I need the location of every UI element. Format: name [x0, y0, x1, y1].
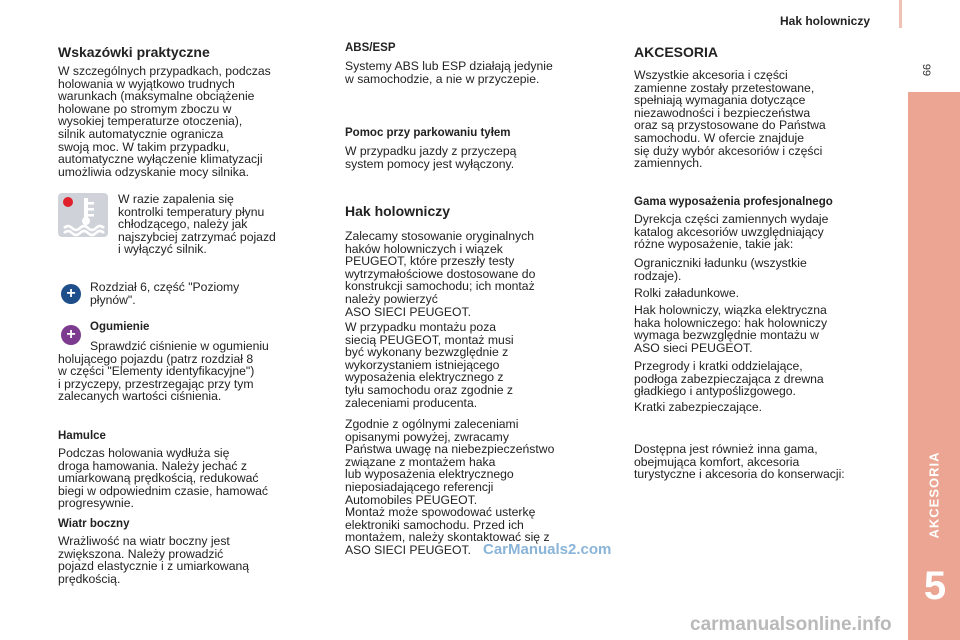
- paragraph-pro-4: Hak holowniczy, wiązka elektryczna haka holowniczego: hak holowniczy wymaga bezwzględnie montażu w ASO sieci PEUGEOT.: [634, 303, 828, 355]
- paragraph-abs: Systemy ABS lub ESP działają jedynie w samochodzie, a nie w przyczepie.: [345, 59, 553, 86]
- paragraph-pro-6: Kratki zabezpieczające.: [634, 400, 763, 414]
- paragraph-towbar-1: Zalecamy stosowanie oryginalnych haków holowniczych i wiązek PEUGEOT, które przeszły testy wytrzymałościowe dostosowane do konstrukcji samochodu; ich montaż należy powierzyć ASO SIECI PEUGEOT.: [345, 229, 536, 319]
- note-plus-icon: +: [61, 325, 81, 345]
- paragraph-pro-1: Dyrekcja części zamiennych wydaje katalog akcesoriów uwzględniający różne wyposażenie, takie jak:: [634, 212, 829, 252]
- paragraph-tips: W szczególnych przypadkach, podczas holowania w wyjątkowo trudnych warunkach (maksymalne obciążenie holowane po stromym zboczu w wysokiej temperaturze otoczenia), silnik automatycznie ogranicza swoją moc. W takim przypadku, automatyczne wyłączenie klimatyzacji umożliwia odzyskanie mocy silnika.: [58, 64, 271, 179]
- paragraph-towbar-3: Zgodnie z ogólnymi zaleceniami opisanymi powyżej, zwracamy Państwa uwagę na niebezpieczeństwo związane z montażem haka lub wyposażenia elektrycznego nieposiadającego referencji Automobiles PEUGEOT. Montaż może spowodować usterkę elektroniki samochodu. Przed ich montażem, należy skontaktować się z ASO SIECI PEUGEOT.: [345, 417, 555, 557]
- page-number: 99: [920, 63, 932, 77]
- section-sidebar: [908, 92, 960, 640]
- coolant-temperature-warning-icon: [58, 193, 108, 237]
- heading-tyres: Ogumienie: [90, 321, 150, 333]
- paragraph-pro-2: Ograniczniki ładunku (wszystkie rodzaje).: [634, 256, 807, 283]
- paragraph-pro-5: Przegrody i kratki oddzielające, podłoga zabezpieczająca z drewna gładkiego i antypoślizgowego.: [634, 359, 824, 399]
- watermark-carmanualsonline[interactable]: carmanualsonline.info: [690, 614, 892, 635]
- heading-brakes: Hamulce: [58, 430, 106, 442]
- paragraph-park-assist: W przypadku jazdy z przyczepą system pomocy jest wyłączony.: [345, 144, 517, 171]
- header-accent-bar: [899, 0, 902, 28]
- paragraph-wind: Wrażliwość na wiatr boczny jest zwiększona. Należy prowadzić pojazd elastycznie i z umiarkowaną prędkością.: [58, 534, 250, 586]
- paragraph-other-range: Dostępna jest również inna gama, obejmująca komfort, akcesoria turystyczne i akcesoria do konserwacji:: [634, 442, 845, 482]
- info-plus-icon: +: [61, 284, 81, 304]
- section-label: AKCESORIA: [926, 451, 942, 539]
- heading-wind: Wiatr boczny: [58, 518, 130, 530]
- paragraph-warning: W razie zapalenia się kontrolki temperatury płynu chłodzącego, należy jak najszybciej zatrzymać pojazd i wyłączyć silnik.: [118, 192, 276, 257]
- heading-tips: Wskazówki praktyczne: [58, 44, 210, 60]
- paragraph-brakes: Podczas holowania wydłuża się droga hamowania. Należy jechać z umiarkowaną prędkością, redukować biegi w odpowiednim czasie, hamować progresywnie.: [58, 446, 269, 511]
- paragraph-chapter-ref: Rozdział 6, część "Poziomy płynów".: [90, 280, 240, 307]
- paragraph-pro-3: Rolki załadunkowe.: [634, 286, 740, 300]
- heading-professional-range: Gama wyposażenia profesjonalnego: [634, 196, 833, 208]
- chapter-number: 5: [923, 564, 947, 608]
- heading-accessories: AKCESORIA: [634, 44, 719, 60]
- paragraph-towbar-2: W przypadku montażu poza siecią PEUGEOT, montaż musi być wykonany bezwzględnie z wykorzystaniem istniejącego wyposażenia elektrycznego z tyłu samochodu oraz zgodnie z zaleceniami producenta.: [345, 320, 514, 410]
- paragraph-tyres: Sprawdzić ciśnienie w ogumieniu holującego pojazdu (patrz rozdział 8 w części "Elementy identyfikacyjne") i przyczepy, przestrzegając przy tym zalecanych wartości ciśnienia.: [58, 339, 269, 404]
- heading-abs: ABS/ESP: [345, 42, 396, 54]
- heading-park-assist: Pomoc przy parkowaniu tyłem: [345, 127, 511, 139]
- paragraph-accessories: Wszystkie akcesoria i części zamienne zostały przetestowane, spełniają wymagania dotyczące niezawodności i bezpieczeństwa oraz są przystosowane do Państwa samochodu. W ofercie znajduje się duży wybór akcesoriów i części zamiennych.: [634, 68, 826, 171]
- heading-towbar: Hak holowniczy: [345, 203, 451, 219]
- watermark-carmanuals2[interactable]: CarManuals2.com: [483, 541, 612, 558]
- page-header-title: Hak holowniczy: [780, 14, 871, 28]
